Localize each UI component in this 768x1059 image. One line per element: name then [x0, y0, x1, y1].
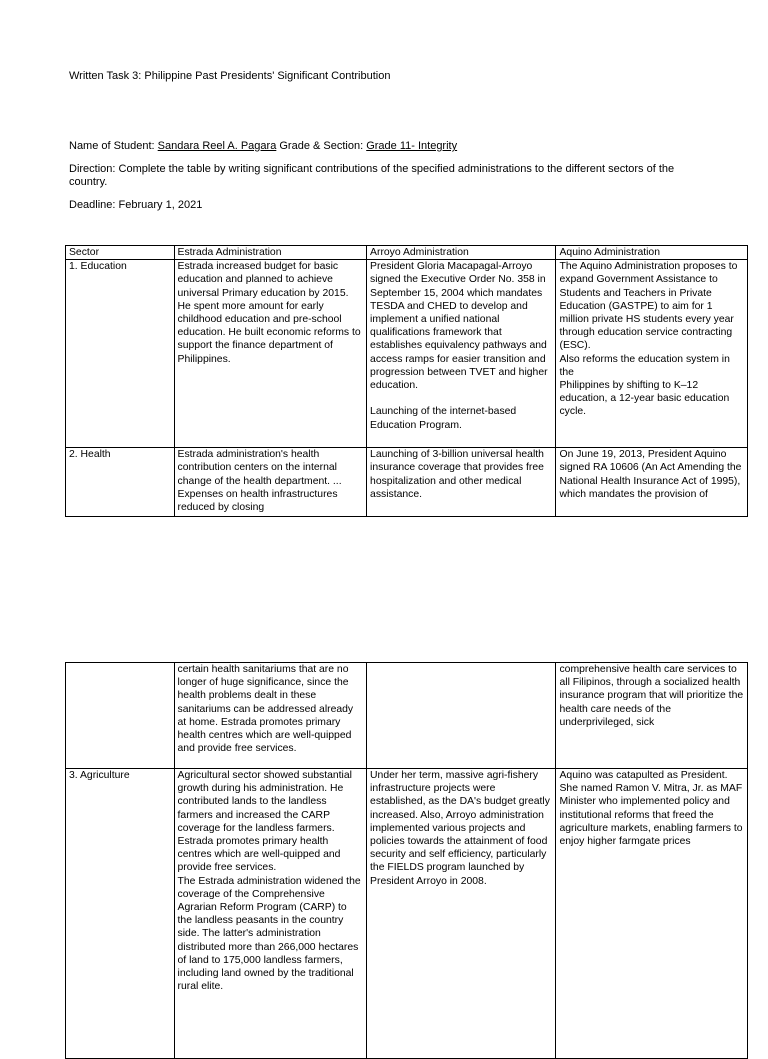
header-sector: Sector: [66, 246, 175, 260]
aquino-cell: Aquino was catapulted as President. She named Ramon V. Mitra, Jr. as MAF Minister who implemented policy and institutional reforms that freed the agriculture markets, enabling farmers to enjoy higher farmgate prices: [556, 769, 748, 1059]
estrada-cell: certain health sanitariums that are no longer of huge significance, since the health problems dealt in these sanitariums can be addressed already at home. Estrada promotes primary health centres which are well-quipped and provide free services.: [174, 663, 367, 769]
contributions-table-page1: [65, 245, 748, 517]
sector-cell: [66, 663, 175, 769]
contributions-table-page2: [65, 662, 748, 1059]
header-arroyo: Arroyo Administration: [367, 246, 556, 260]
table-row: [66, 260, 748, 448]
table-header-row: [66, 246, 748, 260]
name-label: Name of Student:: [69, 140, 158, 152]
grade-label: Grade & Section:: [276, 140, 367, 152]
document-title: Written Task 3: Philippine Past Presidents' Significant Contribution: [69, 70, 391, 82]
aquino-cell: On June 19, 2013, President Aquino signed RA 10606 (An Act Amending the National Health Insurance Act of 1995), which mandates the provision of: [556, 448, 748, 517]
arroyo-cell: Launching of 3-billion universal health insurance coverage that provides free hospitalization and other medical assistance.: [367, 448, 556, 517]
arroyo-cell: [367, 663, 556, 769]
sector-cell: 2. Health: [66, 448, 175, 517]
table-row: [66, 769, 748, 1059]
arroyo-cell: Under her term, massive agri-fishery infrastructure projects were established, as the DA's budget greatly increased. Also, Arroyo administration implemented various projects and policies towards the attainment of food security and self efficiency, particularly the FIELDS program launched by President Arroyo in 2008.: [367, 769, 556, 1059]
direction-text: Direction: Complete the table by writing significant contributions of the specified administrations to the different sectors of the country.: [69, 163, 675, 188]
estrada-cell: Estrada administration's health contribution centers on the internal change of the health department. ... Expenses on health infrastructures reduced by closing: [174, 448, 367, 517]
aquino-cell: comprehensive health care services to all Filipinos, through a socialized health insurance program that will prioritize the health care needs of the underprivileged, sick: [556, 663, 748, 769]
arroyo-cell: President Gloria Macapagal-Arroyo signed the Executive Order No. 358 in September 15, 2004 which mandates TESDA and CHED to develop and implement a unified national qualifications framework that establishes equivalency pathways and access ramps for easier transition and progression between TVET and higher education. Launching of the internet-based Education Program.: [367, 260, 556, 448]
student-name: Sandara Reel A. Pagara: [157, 140, 277, 152]
grade-section: Grade 11- Integrity: [366, 140, 458, 152]
sector-cell: 1. Education: [66, 260, 175, 448]
estrada-cell: Agricultural sector showed substantial growth during his administration. He contributed lands to the landless farmers and increased the CARP coverage for the landless farmers. Estrada promotes primary health centres which are well-quipped and provide free services. The Estrada administration widened the coverage of the Comprehensive Agrarian Reform Program (CARP) to the landless peasants in the country side. The latter's administration distributed more than 266,000 hectares of land to 175,000 landless farmers, including land owned by the traditional rural elite.: [174, 769, 367, 1059]
aquino-cell: The Aquino Administration proposes to expand Government Assistance to Students and Teachers in Private Education (GASTPE) to aim for 1 million private HS students every year through education service contracting (ESC). Also reforms the education system in the Philippines by shifting to K–12 education, a 12-year basic education cycle.: [556, 260, 748, 448]
table-row: [66, 663, 748, 769]
student-info-line: [69, 139, 457, 153]
sector-cell: 3. Agriculture: [66, 769, 175, 1059]
estrada-cell: Estrada increased budget for basic education and planned to achieve universal Primary education by 2015. He spent more amount for early childhood education and pre-school education. He built economic reforms to support the finance department of Philippines.: [174, 260, 367, 448]
header-estrada: Estrada Administration: [174, 246, 367, 260]
table-row: [66, 448, 748, 517]
deadline: Deadline: February 1, 2021: [69, 199, 203, 211]
header-aquino: Aquino Administration: [556, 246, 748, 260]
